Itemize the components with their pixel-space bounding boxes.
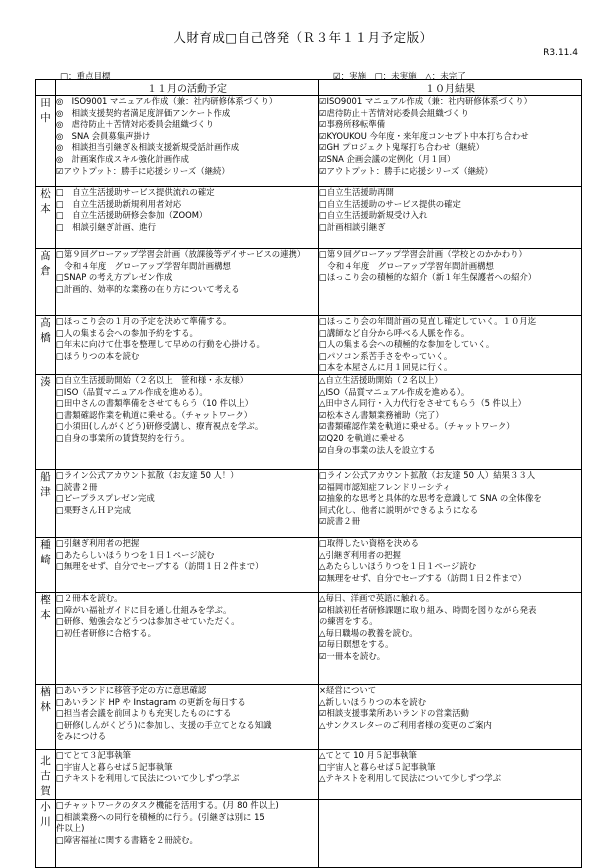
plan-cell (56, 537, 319, 592)
staff-name (36, 749, 56, 799)
result-item: △サンクスレターのご利用者様の変更のご案内 (319, 719, 492, 730)
plan-item: □チャットワークのタスク機能を活用する。(月 80 件以上) (56, 799, 279, 810)
table-row (36, 799, 582, 867)
plan-item: 令和４年度 グローアップ学習年間計画構想 (56, 260, 231, 271)
plan-cell (56, 684, 319, 749)
staff-name (36, 469, 56, 537)
plan-item: □SNAP の考え方プレゼン作成 (56, 272, 173, 283)
plan-item: □人の集まる会への参加予約をする。 (56, 327, 198, 338)
table-row (36, 249, 582, 316)
plan-item: □宇宙人と暮らせば５記事執筆 (56, 761, 173, 772)
staff-name-text: 船津 (40, 470, 51, 498)
plan-cell (56, 799, 319, 867)
plan-item: □無理をせず、自分でセーブする（訪問１日２件まで） (56, 561, 264, 572)
staff-name (36, 592, 56, 684)
table-row (36, 374, 582, 469)
plan-item: □２冊本を読む。 (56, 592, 123, 603)
result-item: ☑福岡市認知症フレンドリーシティ (319, 481, 451, 492)
result-item: △新しいほうりつの本を読む (319, 696, 426, 707)
plan-item: □ 自立生活援助新規利用者対応 (56, 198, 182, 209)
plan-item: ◎ 相談支援契約者満足度評価アンケート作成 (56, 107, 231, 118)
header-name-cell (36, 80, 56, 96)
result-item: ☑事務所移転準備 (319, 119, 386, 130)
plan-item: □小須田(しんがくどう)研修受講し、療育視点を学ぶ。 (56, 421, 264, 432)
result-item: ☑相談支援事業所あいランドの営業活動 (319, 708, 469, 719)
document-date: R3.11.4 (543, 48, 578, 58)
plan-item: □第９回グローアップ学習会計画（放課後等デイサービスの連携） (56, 249, 306, 259)
legend-priority: □：重点目標 (60, 72, 111, 82)
result-item: □計画相談引継ぎ (319, 221, 386, 232)
result-item: △てとて 10 月５記事執筆 (319, 749, 417, 760)
result-item: ☑書類確認作業を軌道に乗せる。（チャットワーク） (319, 421, 515, 432)
plan-cell (56, 749, 319, 799)
staff-name-text: 種崎 (40, 538, 51, 566)
plan-item: □担当者会議を前回よりも充実したものにする (56, 708, 232, 719)
result-item: ☑ISO9001 マニュアル作成（兼：社内研修体系づくり） (319, 96, 533, 106)
plan-item: □ライン公式アカウント拡散（お友達 50 人！） (56, 469, 239, 480)
plan-item: □初任者研修に合格する。 (56, 627, 157, 638)
staff-name-text: 楢林 (40, 685, 51, 713)
header-plan: １１月の活動予定 (56, 80, 319, 96)
result-item: △引継ぎ利用者の把握 (319, 549, 401, 560)
result-item: △ISO（品質マニュアル作成を進める）。 (319, 386, 470, 397)
result-item: △あたらしいほうりつを１日１ページ読む (319, 561, 477, 572)
result-item: □自立生活援助新規受け入れ (319, 210, 428, 221)
result-cell (319, 249, 582, 316)
result-cell (319, 96, 582, 187)
plan-item: □書類確認作業を軌道に乗せる。（チャットワーク） (56, 409, 253, 420)
table-row (36, 469, 582, 537)
plan-item: □田中さんの書類準備をさせてもらう（10 件以上） (56, 398, 254, 409)
result-item: □自立生活援助のサービス提供の確定 (319, 198, 461, 209)
plan-item: □自身の事業所の賃貸契約を行う。 (56, 432, 190, 443)
result-item: □自立生活援助再開 (319, 187, 394, 197)
result-item: □パソコン系苦手さをやっていく。 (319, 350, 453, 361)
result-item: ☑抽象的な思考と具体的な思考を意識して SNA の全体像を (319, 493, 542, 504)
result-item: □ライン公式アカウント拡散（お友達 50 人）結果３３人 (319, 469, 536, 480)
plan-item: □年末に向けて仕事を整理して早めの行動を心掛ける。 (56, 339, 265, 350)
staff-name (36, 374, 56, 469)
plan-item: □あいランド HP や Instagram の更新を毎日する (56, 696, 246, 707)
staff-name (36, 187, 56, 249)
result-item: ☑無理をせず、自分でセーブする（訪問１日２件まで） (319, 572, 527, 583)
staff-name-text: 小川 (40, 800, 51, 828)
staff-name (36, 684, 56, 749)
result-item: ☑毎日瞑想をする。 (319, 639, 394, 650)
plan-item: □ISO（品質マニュアル作成を進める）。 (56, 386, 208, 397)
result-item: ☑アウトプット：勝手に応援シリーズ（継続） (319, 165, 493, 176)
plan-item: ◎ ISO9001 マニュアル作成（兼：社内研修体系づくり） (56, 96, 278, 106)
plan-item: □読書２冊 (56, 481, 98, 492)
result-item: □人の集まる会への積極的な参加をしていく。 (319, 339, 495, 350)
table-row (36, 684, 582, 749)
result-item: □第９回グローアップ学習会計画（学校とのかかわり） (319, 249, 527, 259)
result-cell (319, 374, 582, 469)
plan-item: □栗野さんＨＰ完成 (56, 504, 131, 515)
staff-name-text: 田中 (40, 97, 51, 124)
plan-item: □ピープラスプレゼン完成 (56, 493, 155, 504)
result-cell (319, 187, 582, 249)
plan-cell (56, 249, 319, 316)
plan-item: □ほうりつの本を読む (56, 350, 140, 361)
plan-item: □あいランドに移管予定の方に意思確認 (56, 684, 207, 695)
plan-item: □自立生活援助開始（２名以上 笹和様・永友様） (56, 374, 249, 385)
result-item: ☑GH プロジェクト鬼塚打ち合わせ（継続） (319, 142, 485, 153)
plan-item: □研修(しんがくどう)に参加し、支援の手立てとなる知識 (56, 719, 272, 730)
plan-item: □ 相談引継ぎ計画、進行 (56, 221, 157, 232)
plan-item: □相談業務への同行を積極的に行う。(引継ぎは別に 15 (56, 811, 265, 822)
table-row (36, 187, 582, 249)
plan-item: □ほっこり会の１月の予定を決めて準備する。 (56, 316, 232, 326)
staff-name-text: 髙倉 (40, 250, 51, 277)
result-item: ☑KYOUKOU 今年度・来年度コンセプト中本打ち合わせ (319, 130, 529, 141)
table-body (36, 96, 582, 868)
table-row (36, 749, 582, 799)
result-item: ×経営について (319, 684, 377, 695)
staff-name-text: 松本 (40, 188, 51, 215)
legend-status: ☑：実施 □：未実施 △：未完了 (333, 72, 466, 82)
table-row (36, 316, 582, 375)
result-item: □本を本屋さんに月１回見に行く。 (319, 362, 453, 373)
header-result: １０月結果 (319, 80, 582, 96)
result-item: △毎日、洋画で英語に触れる。 (319, 592, 435, 603)
plan-item: ◎ SNA 会員募集声掛け (56, 130, 151, 141)
result-item: △毎日職場の教養を読む。 (319, 627, 418, 638)
plan-item: □あたらしいほうりつを１日１ページ読む (56, 549, 215, 560)
result-item: ☑SNA 企画会議の定例化（月１回） (319, 153, 456, 164)
plan-cell (56, 316, 319, 375)
result-item: ☑Q20 を軌道に乗せる (319, 432, 406, 443)
result-item: △自立生活援助開始（２名以上） (319, 374, 443, 385)
plan-item: □ 自立生活援助研修会参加（ZOOM） (56, 210, 208, 221)
result-item: ☑相談初任者研修課題に取り組み、時間を図りながら発表 (319, 604, 537, 615)
staff-name-text: 樫本 (40, 593, 51, 621)
table-row (36, 537, 582, 592)
staff-name (36, 799, 56, 867)
table-header-row (36, 80, 582, 96)
result-item: ☑松本さん書類業務補助（完了） (319, 409, 444, 420)
plan-item: ◎ 虐待防止＋苦情対応委員会組織づくり (56, 119, 215, 130)
staff-name (36, 316, 56, 375)
plan-item: □ 自立生活援助サービス提供流れの確定 (56, 187, 215, 197)
plan-cell (56, 592, 319, 684)
result-cell (319, 684, 582, 749)
table-row (36, 592, 582, 684)
plan-item: □てとて３記事執筆 (56, 749, 131, 760)
plan-item: ☑アウトプット：勝手に応援シリーズ（継続） (56, 165, 230, 176)
result-item: □宇宙人と暮らせば５記事執筆 (319, 761, 436, 772)
result-cell (319, 799, 582, 867)
result-item: □ほっこり会の積極的な紹介（新１年生保護者への紹介） (319, 272, 537, 283)
plan-cell (56, 374, 319, 469)
staff-name (36, 249, 56, 316)
result-item: ☑虐待防止＋苦情対応委員会組織づくり (319, 107, 469, 118)
result-cell (319, 592, 582, 684)
result-item: □取得したい資格を決める (319, 537, 420, 548)
result-item: ☑自身の事業の法人を設立する (319, 444, 436, 455)
result-item: △田中さん同行・入力代行をさせてもらう（5 件以上） (319, 398, 527, 409)
plan-cell (56, 187, 319, 249)
result-item: 令和４年度 グローアップ学習年間計画構想 (319, 260, 494, 271)
result-cell (319, 469, 582, 537)
result-item: の練習をする。 (319, 616, 378, 627)
result-cell (319, 749, 582, 799)
staff-name-text: 湊 (40, 375, 51, 388)
staff-name (36, 537, 56, 592)
plan-item: をみにつける (56, 731, 107, 742)
activity-table (35, 79, 582, 868)
result-item: 回式化し、他者に説明ができるようになる (319, 504, 479, 515)
staff-name-text: 高橋 (40, 317, 51, 344)
plan-item: □引継ぎ利用者の把握 (56, 537, 140, 548)
plan-cell (56, 469, 319, 537)
plan-item: □障害福祉に関する書籍を２冊読む。 (56, 834, 198, 845)
plan-item: ◎ 相談担当引継ぎ＆相談支援新規受話計画作成 (56, 142, 240, 153)
plan-item: ◎ 計画案作成スキル強化計画作成 (56, 153, 189, 164)
result-item: △テキストを利用して民法について少しずつ学ぶ (319, 773, 501, 784)
result-item: ☑一冊本を読む。 (319, 650, 386, 661)
result-cell (319, 537, 582, 592)
staff-name-text: 北古賀 (40, 754, 51, 797)
plan-item: □障がい福祉ガイドに目を通し仕組みを学ぶ。 (56, 604, 232, 615)
document-title: 人財育成□自己啓発（Ｒ３年１１月予定版） (173, 30, 433, 45)
plan-item: 件以上) (56, 823, 85, 834)
result-cell (319, 316, 582, 375)
plan-item: □テキストを利用して民法について少しずつ学ぶ (56, 773, 240, 784)
table-row (36, 96, 582, 187)
result-item: □ほっこり会の年間計画の見直し確定していく。１０月迄 (319, 316, 537, 326)
plan-item: □計画的、効率的な業務の在り方について考える (56, 283, 240, 294)
staff-name (36, 96, 56, 187)
result-item: ☑読書２冊 (319, 516, 361, 527)
result-item: □講師など自分から呼べる人脈を作る。 (319, 327, 470, 338)
plan-item: □研修、勉強会などうつは参加させていただく。 (56, 616, 240, 627)
plan-cell (56, 96, 319, 187)
